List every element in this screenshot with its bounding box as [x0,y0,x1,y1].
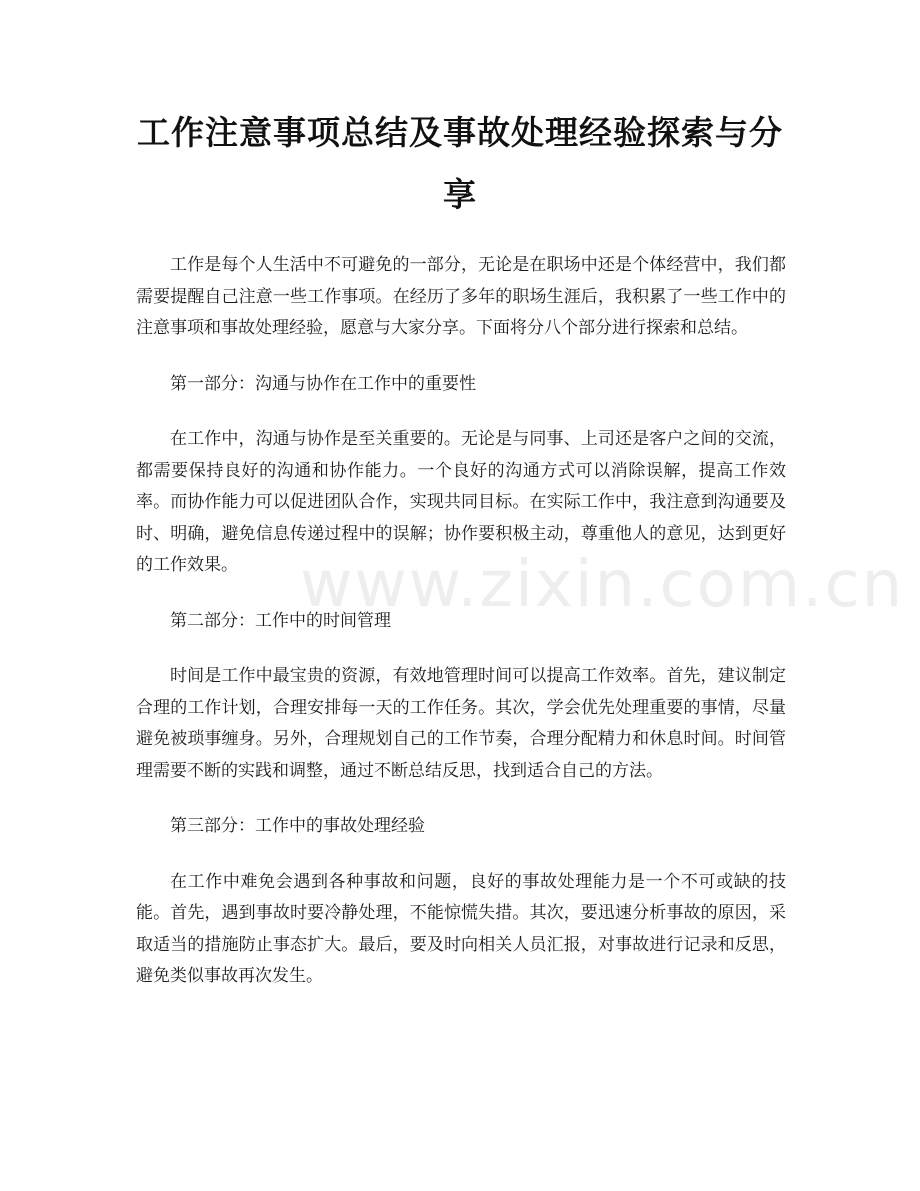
section-paragraph-3: 在工作中难免会遇到各种事故和问题，良好的事故处理能力是一个不可或缺的技能。首先，遇到事故时要冷静处理，不能惊慌失措。其次，要迅速分析事故的原因，采取适当的措施防止事态扩大。最后，要及时向相关人员汇报，对事故进行记录和反思，避免类似事故再次发生。 [136,871,786,986]
watermark: www.zixin.com.cn [300,548,905,622]
section-paragraph-2: 时间是工作中最宝贵的资源，有效地管理时间可以提高工作效率。首先，建议制定合理的工作计划，合理安排每一天的工作任务。其次，学会优先处理重要的事情，尽量避免被琐事缠身。另外，合理规划自己的工作节奏，合理分配精力和休息时间。时间管理需要不断的实践和调整，通过不断总结反思，找到适合自己的方法。 [136,666,786,781]
section-heading-3: 第三部分：工作中的事故处理经验 [170,816,425,836]
section-paragraph-1: 在工作中，沟通与协作是至关重要的。无论是与同事、上司还是客户之间的交流，都需要保持良好的沟通和协作能力。一个良好的沟通方式可以消除误解，提高工作效率。而协作能力可以促进团队合作，实现共同目标。在实际工作中，我注意到沟通要及时、明确，避免信息传递过程中的误解；协作要积极主动，尊重他人的意见，达到更好的工作效果。 [136,429,786,575]
intro-paragraph: 工作是每个人生活中不可避免的一部分，无论是在职场中还是个体经营中，我们都需要提醒自己注意一些工作事项。在经历了多年的职场生涯后，我积累了一些工作中的注意事项和事故处理经验，愿意与大家分享。下面将分八个部分进行探索和总结。 [136,255,786,338]
document-body [136,250,786,1017]
section-heading-1: 第一部分：沟通与协作在工作中的重要性 [170,373,476,394]
document-title: 工作注意事项总结及事故处理经验探索与分享 [137,113,783,214]
section-heading-2: 第二部分：工作中的时间管理 [170,610,391,631]
